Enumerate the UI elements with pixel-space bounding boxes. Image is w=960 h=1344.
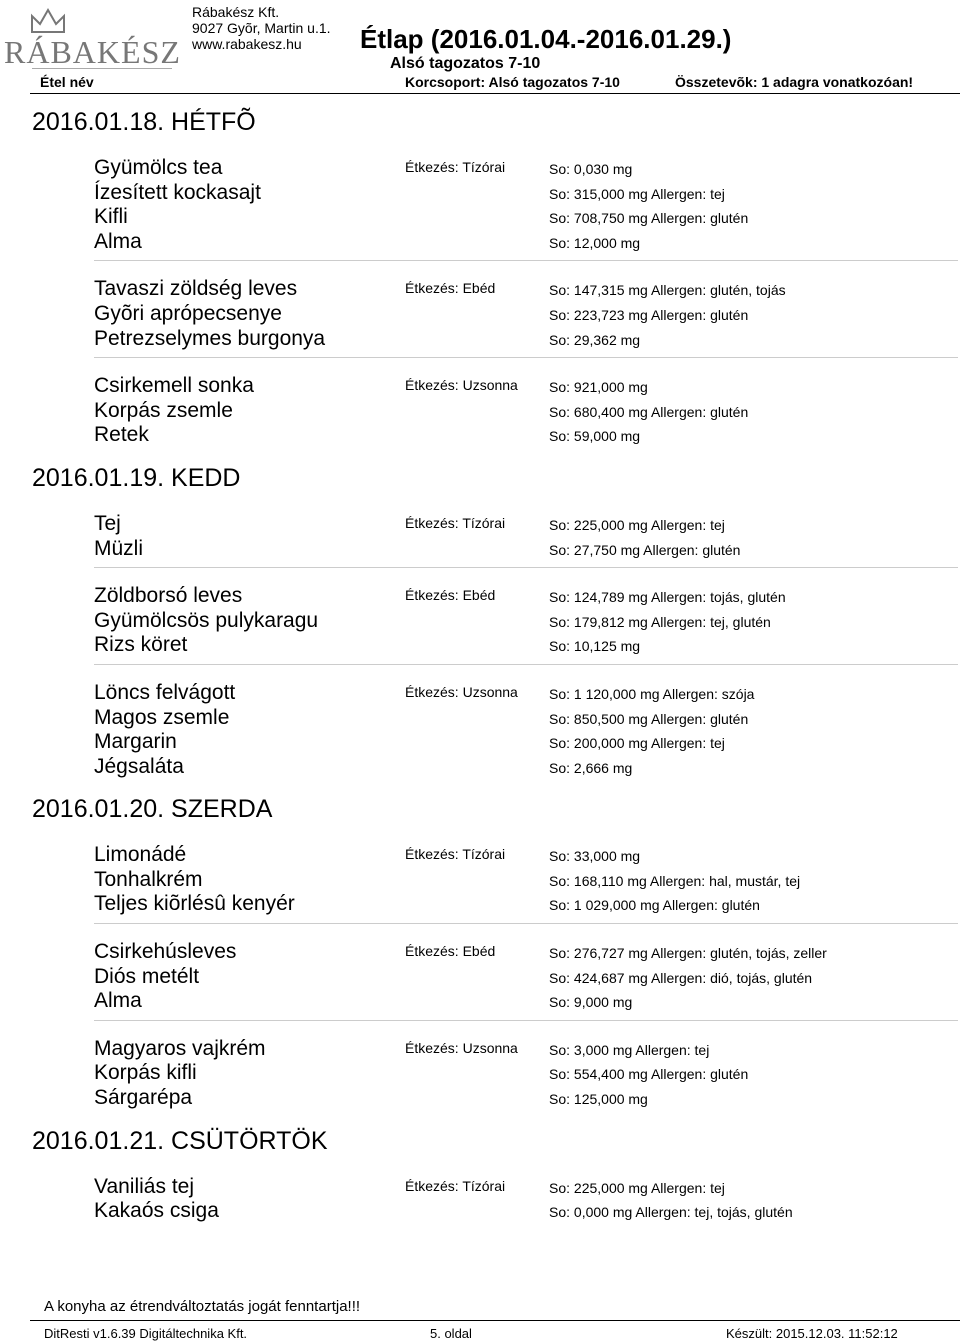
menu-item-row: [94, 537, 958, 562]
menu-item-name: Zöldborsó leves: [94, 584, 243, 608]
column-header-food: Étel név: [40, 74, 94, 90]
menu-content: [0, 104, 960, 1236]
column-header-ingredients: Összetevõk: 1 adagra vonatkozóan!: [675, 74, 914, 90]
menu-item-nutrition: So: 179,812 mg Allergen: tej, glutén: [549, 613, 771, 630]
column-header-agegroup: Korcsoport: Alsó tagozatos 7-10: [405, 74, 620, 90]
menu-item-name: Jégsaláta: [94, 754, 184, 778]
menu-item-name: Teljes kiõrlésû kenyér: [94, 892, 295, 916]
menu-item-row: [94, 843, 958, 868]
menu-item-nutrition: So: 315,000 mg Allergen: tej: [549, 185, 725, 202]
meal-type: Étkezés: Tízórai: [405, 514, 506, 531]
meal-block: [94, 843, 958, 924]
menu-item-nutrition: So: 33,000 mg: [549, 848, 641, 865]
page-title: Étlap (2016.01.04.-2016.01.29.): [360, 24, 732, 54]
menu-item-row: [94, 706, 958, 731]
menu-item-name: Diós metélt: [94, 964, 200, 988]
menu-item-nutrition: So: 3,000 mg Allergen: tej: [549, 1041, 710, 1058]
menu-item-row: [94, 584, 958, 609]
footer-created: Készült: 2015.12.03. 11:52:12: [726, 1326, 898, 1341]
menu-item-nutrition: So: 2,666 mg: [549, 759, 633, 776]
menu-item-nutrition: So: 850,500 mg Allergen: glutén: [549, 710, 749, 727]
meal-type: Étkezés: Ebéd: [405, 280, 496, 297]
menu-item-row: [94, 1175, 958, 1200]
footer-divider: [30, 1320, 960, 1321]
meal-block: [94, 1175, 958, 1230]
menu-item-row: [94, 868, 958, 893]
footer-page-number: 5. oldal: [430, 1326, 472, 1341]
menu-item-name: Rizs köret: [94, 633, 188, 657]
menu-item-name: Kifli: [94, 205, 128, 229]
menu-item-name: Gyümölcs tea: [94, 156, 223, 179]
menu-item-name: Vaniliás tej: [94, 1174, 194, 1198]
menu-item-name: Petrezselymes burgonya: [94, 326, 326, 350]
meal-block: [94, 374, 958, 454]
footer-software: DitResti v1.6.39 Digitáltechnika Kft.: [44, 1326, 248, 1341]
menu-item-nutrition: So: 147,315 mg Allergen: glutén, tojás: [549, 282, 786, 299]
page-subtitle: Alsó tagozatos 7-10: [390, 55, 541, 72]
menu-item-name: Csirkemell sonka: [94, 374, 254, 398]
menu-item-name: Magos zsemle: [94, 705, 230, 729]
menu-item-nutrition: So: 554,400 mg Allergen: glutén: [549, 1066, 749, 1083]
menu-item-row: [94, 327, 958, 352]
header-divider: [30, 93, 960, 94]
menu-item-name: Müzli: [94, 536, 144, 560]
menu-item-row: [94, 1086, 958, 1111]
rabakesz-logo: [4, 2, 184, 72]
menu-item-nutrition: So: 424,687 mg Allergen: dió, tojás, glutén: [549, 969, 813, 986]
menu-item-nutrition: So: 708,750 mg Allergen: glutén: [549, 210, 749, 227]
company-info: [192, 4, 331, 52]
menu-item-row: [94, 681, 958, 706]
meal-type: Étkezés: Uzsonna: [405, 1039, 518, 1056]
logo-text: RÁBAKÉSZ: [4, 34, 181, 70]
meal-type: Étkezés: Tízórai: [405, 159, 506, 175]
menu-item-row: [94, 940, 958, 965]
meal-block: [94, 156, 958, 261]
meal-block: [94, 681, 958, 785]
meal-block: [94, 584, 958, 665]
menu-item-name: Alma: [94, 229, 142, 253]
menu-item-nutrition: So: 223,723 mg Allergen: glutén: [549, 306, 749, 323]
menu-item-name: Tavaszi zöldség leves: [94, 277, 298, 301]
day-title: 2016.01.20. SZERDA: [32, 795, 273, 824]
menu-item-row: [94, 230, 958, 255]
day-title: 2016.01.18. HÉTFÕ: [32, 108, 256, 136]
menu-item-name: Korpás kifli: [94, 1061, 197, 1085]
menu-item-name: Csirkehúsleves: [94, 940, 237, 964]
menu-item-name: Retek: [94, 423, 149, 447]
meal-type: Étkezés: Tízórai: [405, 846, 506, 863]
company-web: www.rabakesz.hu: [192, 36, 302, 52]
day-section: [0, 460, 960, 785]
menu-item-name: Margarin: [94, 730, 177, 754]
meal-type: Étkezés: Tízórai: [405, 1177, 506, 1194]
menu-item-row: [94, 633, 958, 658]
menu-item-nutrition: So: 0,030 mg: [549, 161, 633, 177]
menu-item-row: [94, 181, 958, 206]
menu-item-row: [94, 1061, 958, 1086]
day-title: 2016.01.21. CSÜTÖRTÖK: [32, 1126, 328, 1155]
logo-divider: [32, 68, 172, 69]
day-section: [0, 1123, 960, 1230]
company-name: Rábakész Kft.: [192, 4, 280, 20]
page-header: [0, 0, 960, 92]
menu-item-row: [94, 892, 958, 917]
menu-item-nutrition: So: 59,000 mg: [549, 428, 641, 445]
menu-item-name: Limonádé: [94, 843, 187, 867]
menu-item-name: Tonhalkrém: [94, 867, 203, 891]
menu-item-nutrition: So: 29,362 mg: [549, 331, 641, 348]
menu-item-name: Löncs felvágott: [94, 680, 236, 704]
menu-item-nutrition: So: 200,000 mg Allergen: tej: [549, 735, 725, 752]
menu-item-row: [94, 277, 958, 302]
menu-item-nutrition: So: 10,125 mg: [549, 638, 641, 655]
meal-block: [94, 512, 958, 568]
footer-note: A konyha az étrendváltoztatás jogát fenntartja!!!: [44, 1298, 361, 1315]
menu-item-name: Kakaós csiga: [94, 1199, 219, 1223]
meal-type: Étkezés: Uzsonna: [405, 683, 518, 700]
menu-item-name: Tej: [94, 511, 121, 535]
menu-item-row: [94, 423, 958, 448]
menu-item-row: [94, 1199, 958, 1224]
menu-item-name: Alma: [94, 989, 142, 1013]
day-section: [0, 104, 960, 454]
menu-item-nutrition: So: 124,789 mg Allergen: tojás, glutén: [549, 589, 786, 606]
menu-item-nutrition: So: 1 029,000 mg Allergen: glutén: [549, 897, 760, 914]
menu-item-row: [94, 965, 958, 990]
menu-item-row: [94, 512, 958, 537]
menu-item-nutrition: So: 0,000 mg Allergen: tej, tojás, glutén: [549, 1204, 793, 1221]
menu-item-name: Korpás zsemle: [94, 398, 233, 422]
day-title: 2016.01.19. KEDD: [32, 463, 241, 492]
menu-item-nutrition: So: 27,750 mg Allergen: glutén: [549, 541, 741, 558]
meal-block: [94, 1037, 958, 1117]
menu-item-name: Gyümölcsös pulykaragu: [94, 608, 319, 632]
menu-item-nutrition: So: 225,000 mg Allergen: tej: [549, 516, 725, 533]
menu-item-nutrition: So: 168,110 mg Allergen: hal, mustár, tej: [549, 872, 801, 889]
menu-item-nutrition: So: 125,000 mg: [549, 1091, 648, 1108]
menu-item-name: Magyaros vajkrém: [94, 1036, 266, 1060]
crown-icon: [28, 6, 68, 36]
menu-item-nutrition: So: 1 120,000 mg Allergen: szója: [549, 685, 755, 702]
menu-item-row: [94, 755, 958, 780]
menu-item-nutrition: So: 225,000 mg Allergen: tej: [549, 1179, 725, 1196]
menu-item-nutrition: So: 276,727 mg Allergen: glutén, tojás, zeller: [549, 945, 827, 962]
menu-item-row: [94, 609, 958, 634]
menu-item-name: Gyõri aprópecsenye: [94, 301, 282, 325]
menu-item-nutrition: So: 921,000 mg: [549, 379, 648, 396]
meal-type: Étkezés: Ebéd: [405, 943, 496, 960]
meal-type: Étkezés: Ebéd: [405, 587, 496, 604]
menu-item-row: [94, 989, 958, 1014]
menu-item-name: Sárgarépa: [94, 1086, 193, 1110]
menu-item-row: [94, 302, 958, 327]
menu-item-row: [94, 1037, 958, 1062]
menu-item-name: Ízesített kockasajt: [94, 180, 261, 204]
menu-item-row: [94, 205, 958, 230]
meal-type: Étkezés: Uzsonna: [405, 377, 518, 394]
menu-item-row: [94, 156, 958, 181]
day-section: [0, 791, 960, 1116]
menu-item-row: [94, 374, 958, 399]
meal-block: [94, 940, 958, 1021]
meal-block: [94, 277, 958, 358]
menu-item-nutrition: So: 9,000 mg: [549, 994, 633, 1011]
menu-item-nutrition: So: 680,400 mg Allergen: glutén: [549, 403, 749, 420]
menu-item-row: [94, 399, 958, 424]
company-address: 9027 Gyõr, Martin u.1.: [192, 20, 331, 36]
menu-item-nutrition: So: 12,000 mg: [549, 234, 641, 251]
menu-item-row: [94, 730, 958, 755]
